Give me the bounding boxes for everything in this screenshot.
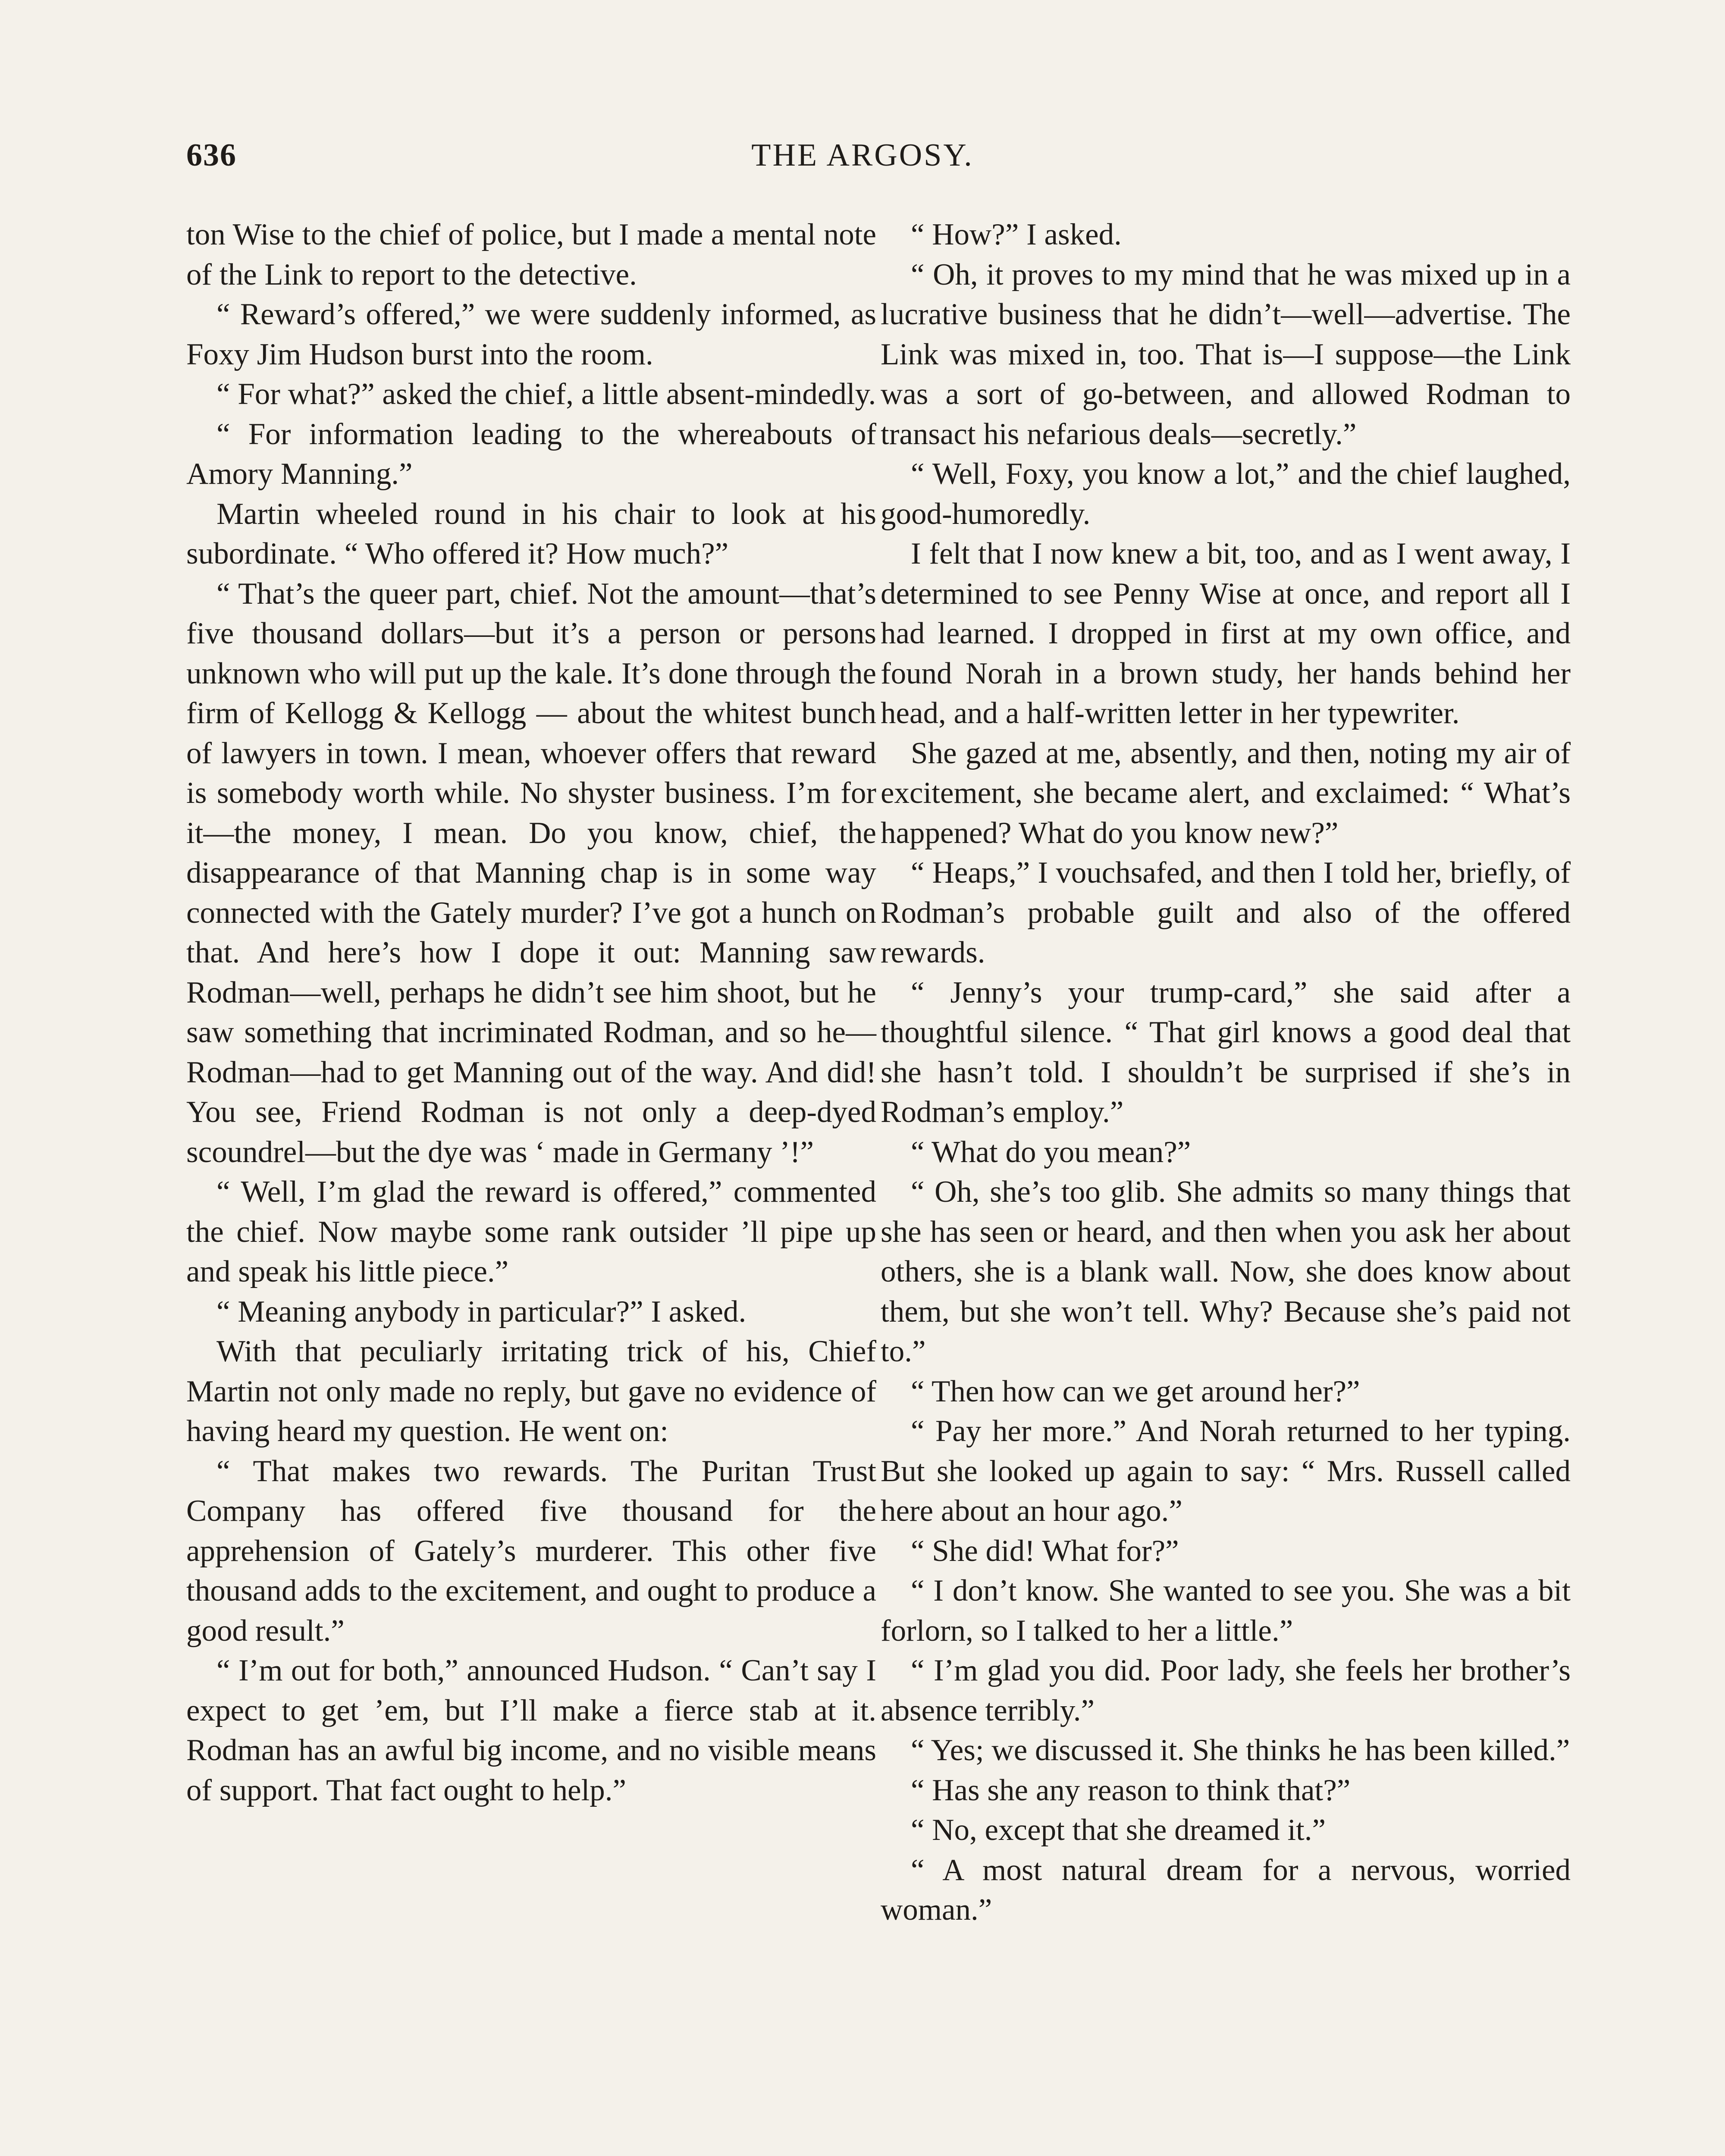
paragraph: “ I don’t know. She wanted to see you. She was a bit forlorn, so I talked to her a little.”	[881, 1574, 1571, 1648]
paragraph: “ How?” I asked.	[911, 218, 1122, 251]
paragraph: “ Well, Foxy, you know a lot,” and the chief laughed, good-humoredly.	[881, 457, 1571, 531]
page-number: 636	[186, 138, 237, 173]
paragraph: “ Has she any reason to think that?”	[911, 1773, 1351, 1807]
paragraph: She gazed at me, absently, and then, noting my air of excitement, she became alert, and exclaimed: “ What’s happened? What do you know new?”	[881, 736, 1571, 850]
paragraph: “ That’s the queer part, chief. Not the amount—that’s five thousand dollars—but it’s a person or persons unknown who will put up the kale. It’s done through the firm of Kellogg & Kellogg — about the whitest bunch of lawyers in town. I mean, whoever offers that reward is somebody worth while. No shyster business. I’m for it—the money, I mean. Do you know, chief, the disappearance of that Manning chap is in some way connected with the Gately murder? I’ve got a hunch on that. And here’s how I dope it out: Manning saw Rodman—well, perhaps he didn’t see him shoot, but he saw something that incriminated Rodman, and so he—Rodman—had to get Manning out of the way. And did! You see, Friend Rodman is not only a deep-dyed scoundrel—but the dye was ‘ made in Germany ’!”	[186, 577, 876, 1169]
paragraph: “ A most natural dream for a nervous, worried woman.”	[881, 1853, 1571, 1927]
paragraph: Martin wheeled round in his chair to look at his subordinate. “ Who offered it? How much?”	[186, 497, 876, 570]
paragraph: “ What do you mean?”	[911, 1135, 1191, 1169]
paragraph: “ Oh, it proves to my mind that he was mixed up in a lucrative business that he didn’t—well—advertise. The Link was mixed in, too. That is—I suppose—the Link was a sort of go-between, and allowed Rodman to transact his nefarious deals—secretly.”	[881, 257, 1571, 451]
paragraph: “ That makes two rewards. The Puritan Trust Company has offered five thousand for the apprehension of Gately’s murderer. This other five thousand adds to the excitement, and ought to produce a good result.”	[186, 1454, 876, 1648]
paragraph: I felt that I now knew a bit, too, and as I went away, I determined to see Penny Wise at once, and report all I had learned. I dropped in first at my own office, and found Norah in a brown study, her hands behind her head, and a half-written letter in her typewriter.	[881, 537, 1571, 730]
paragraph: “ Then how can we get around her?”	[911, 1374, 1360, 1408]
paragraph: “ She did! What for?”	[911, 1534, 1179, 1568]
running-head: THE ARGOSY.	[751, 138, 974, 173]
paragraph: “ I’m glad you did. Poor lady, she feels her brother’s absence terribly.”	[881, 1654, 1571, 1727]
paragraph: “ Meaning anybody in particular?” I asked.	[216, 1294, 746, 1329]
paragraph: “ Well, I’m glad the reward is offered,” commented the chief. Now maybe some rank outsider ’ll pipe up and speak his little piece.”	[186, 1175, 876, 1288]
paragraph: With that peculiarly irritating trick of his, Chief Martin not only made no reply, but gave no evidence of having heard my question. He went on:	[186, 1335, 876, 1448]
paragraph: “ Yes; we discussed it. She thinks he has been killed.”	[911, 1733, 1570, 1767]
paragraph: “ For information leading to the whereabouts of Amory Manning.”	[186, 417, 876, 491]
paragraph: ton Wise to the chief of police, but I made a mental note of the Link to report to the detective.	[186, 218, 876, 291]
left-column	[186, 215, 876, 1810]
paragraph: “ No, except that she dreamed it.”	[911, 1813, 1326, 1847]
paragraph: “ For what?” asked the chief, a little absent-mindedly.	[216, 377, 876, 411]
paragraph: “ Pay her more.” And Norah returned to her typing. But she looked up again to say: “ Mrs. Russell called here about an hour ago.”	[881, 1414, 1571, 1528]
right-column	[881, 215, 1571, 1930]
paragraph: “ Oh, she’s too glib. She admits so many things that she has seen or heard, and then when you ask her about others, she is a blank wall. Now, she does know about them, but she won’t tell. Why? Because she’s paid not to.”	[881, 1175, 1571, 1368]
paragraph: “ I’m out for both,” announced Hudson. “ Can’t say I expect to get ’em, but I’ll make a fierce stab at it. Rodman has an awful big income, and no visible means of support. That fact ought to help.”	[186, 1654, 876, 1807]
paragraph: “ Heaps,” I vouchsafed, and then I told her, briefly, of Rodman’s probable guilt and also of the offered rewards.	[881, 856, 1571, 969]
paragraph: “ Reward’s offered,” we were suddenly informed, as Foxy Jim Hudson burst into the room.	[186, 298, 876, 371]
paragraph: “ Jenny’s your trump-card,” she said after a thoughtful silence. “ That girl knows a good deal that she hasn’t told. I shouldn’t be surprised if she’s in Rodman’s employ.”	[881, 975, 1571, 1129]
